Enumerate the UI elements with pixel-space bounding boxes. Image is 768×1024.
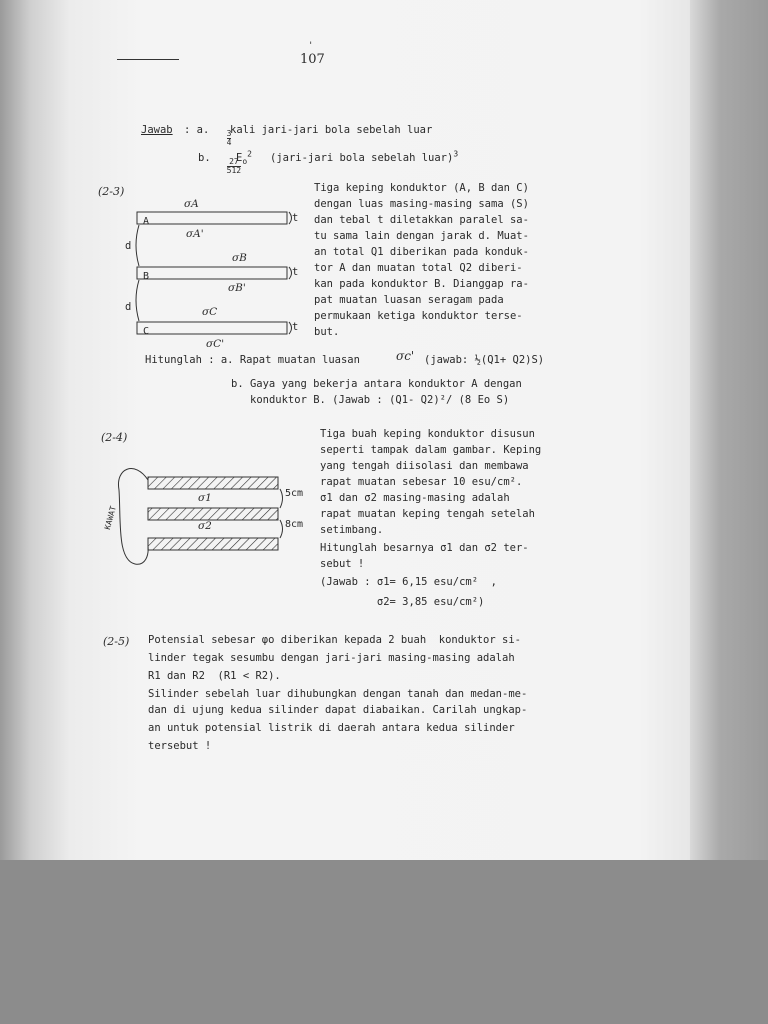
problem-number: (2-5) [103,635,130,648]
text-line: sebut ! [320,558,365,570]
answer-b-text2-sup: 3 [453,149,459,159]
sigma-label: σA [184,198,199,210]
fraction-denominator: 4 [226,138,232,147]
gap-label: 8cm [285,519,304,530]
text-line: tu sama lain dengan jarak d. Muat- [314,230,529,242]
plate-b [137,267,287,279]
text-line: (Jawab : σ1= 6,15 esu/cm² , [320,576,498,588]
text-line: Tiga keping konduktor (A, B dan C) [314,182,529,194]
sigma-label: σA' [186,228,204,240]
answer-b-text2-main: (jari-jari bola sebelah luar) [270,152,454,164]
wire [118,469,148,565]
answer-label: Jawab [141,124,173,136]
answer-b-symbol: E [236,152,243,164]
plate-label: A [143,216,150,227]
plate-bottom [148,538,278,550]
text-line: kan pada konduktor B. Dianggap ra- [314,278,529,290]
header-mark: ' [308,41,314,51]
sigma-label: σ1 [198,492,212,504]
text-line: an total Q1 diberikan pada konduk- [314,246,529,258]
scanner-background [0,860,768,1024]
thickness-label: t [292,321,299,333]
gap-label: 5cm [285,488,304,499]
bracket-d-2 [136,280,139,321]
answer-b-sup: 2 [247,149,252,159]
distance-label: d [125,301,132,313]
hitunglah-line: Hitunglah : a. Rapat muatan luasan [145,354,360,366]
text-line: σ1 dan σ2 masing-masing adalah [320,492,510,504]
wire-plates-diagram [115,460,315,572]
text-line: yang tengah diisolasi dan membawa [320,460,529,472]
text-line: R1 dan R2 (R1 < R2). [148,670,281,682]
text-line: Hitunglah besarnya σ1 dan σ2 ter- [320,542,529,554]
text-line: but. [314,326,340,338]
bracket-8cm [280,520,283,538]
text-line: seperti tampak dalam gambar. Keping [320,444,542,456]
text-line: rapat muatan keping tengah setelah [320,508,535,520]
text-line: Silinder sebelah luar dihubungkan dengan tanah dan medan-me- [148,688,528,700]
sigma-label: σC' [206,338,225,350]
text-line: Tiga buah keping konduktor disusun [320,428,535,440]
text-line: σ2= 3,85 esu/cm²) [320,596,485,608]
wire-label: KAWAT [102,504,118,531]
text-line: Potensial sebesar φo diberikan kepada 2 buah konduktor si- [148,634,521,646]
text-line: dan tebal t diletakkan paralel sa- [314,214,529,226]
sigma-label: σC [202,306,218,318]
fraction-denominator: 512 [226,166,242,175]
bracket-5cm [280,489,283,508]
text-line: tor A dan muatan total Q2 diberi- [314,262,523,274]
answer-b-text [236,149,252,167]
plate-label: C [143,326,150,337]
plate-top [148,477,278,489]
sigma-label: σB [232,252,247,264]
bracket-d-1 [136,225,139,266]
plate-a [137,212,287,224]
question-b-line2: konduktor B. (Jawab : (Q1- Q2)²/ (8 Eo S) [250,394,510,406]
problem-number: (2-4) [101,431,128,444]
page-number: 107 [300,52,325,67]
answer-a-problem-2-3: (jawab: ½(Q1+ Q2)S) [424,354,545,366]
fraction-numerator: 27 [227,158,241,167]
text-line: tersebut ! [148,740,212,752]
answer-b-prefix: b. [198,152,211,164]
header-rule [117,59,179,60]
thickness-label: t [292,212,299,224]
plate-middle [148,508,278,520]
text-line: dengan luas masing-masing sama (S) [314,198,529,210]
answer-a-fraction [214,118,231,147]
thickness-label: t [292,266,299,278]
fraction-numerator: 3 [226,129,232,138]
text-line: linder tegak sesumbu dengan jari-jari masing-masing adalah [148,652,515,664]
page-edge [690,0,768,860]
answer-a-prefix: : a. [184,124,210,136]
plate-label: B [143,271,150,282]
text-line: dan di ujung kedua silinder dapat diabaikan. Carilah ungkap- [148,704,528,716]
question-b-line1: b. Gaya yang bekerja antara konduktor A dengan [231,378,522,390]
distance-label: d [125,240,132,252]
text-line: setimbang. [320,524,384,536]
sigma-label: σB' [228,282,246,294]
answer-b-sub: o [242,157,248,167]
answer-a-text: kali jari-jari bola sebelah luar [230,124,433,136]
plate-c [137,322,287,334]
text-line: pat muatan luasan seragam pada [314,294,504,306]
text-line: rapat muatan sebesar 10 esu/cm². [320,476,523,488]
problem-number: (2-3) [98,185,125,198]
sigma-label: σ2 [198,520,212,532]
text-line: an untuk potensial listrik di daerah antara kedua silinder [148,722,515,734]
sigma-c-symbol: σc' [396,349,415,363]
answer-b-text2 [270,149,459,164]
text-line: permukaan ketiga konduktor terse- [314,310,523,322]
